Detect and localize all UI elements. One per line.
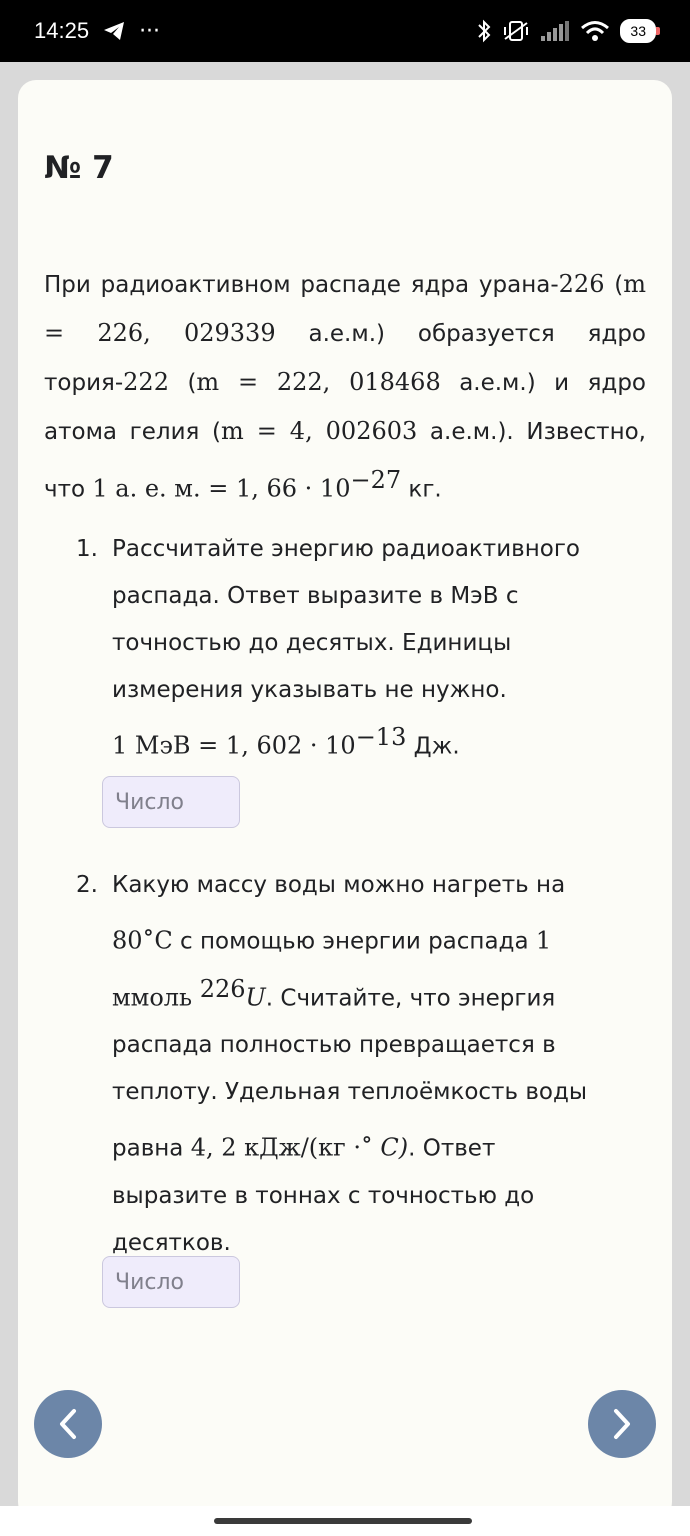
chevron-left-icon	[56, 1408, 80, 1440]
clock: 14:25	[34, 18, 90, 43]
vibrate-off-icon	[502, 19, 530, 43]
more-notifications-icon: ···	[139, 18, 161, 44]
task-card	[18, 80, 672, 1520]
prev-button[interactable]	[34, 1390, 102, 1458]
next-button[interactable]	[588, 1390, 656, 1458]
question-1-number: 1.	[76, 536, 98, 562]
question-2	[76, 862, 616, 1267]
status-bar	[0, 0, 690, 62]
question-1-text: Рассчитайте энергию радиоактивного распада. Ответ выразите в МэВ с точностью до десятых. Единицы измерения указывать не нужно. 1 МэВ = 1, $602 \cdot 10^{-13}$ Дж.	[112, 536, 580, 760]
question-2-text: Какую массу воды можно нагреть на 80∘C с помощью энергии распада 1 ммоль $^{226}$U. Считайте, что энергия распада полностью превращается в теплоту. Удельная теплоёмкость воды равна 4, 2 кДж/(кг ·∘ C). Ответ выразите в тоннах с точностью до десятков.	[112, 872, 588, 1256]
chevron-right-icon	[610, 1408, 634, 1440]
task-intro: При радиоактивном распаде ядра урана-226 (m = 226, 029339 а.е.м.) образуется ядро тория-222 (m = 222, 018468 а.е.м.) и ядро атома гелия (m = 4, 002603 а.е.м.). Известно, что 1 а. е. м. = 1, $66 \cdot 10^{-27}$ кг.	[44, 270, 647, 503]
answer-1-input[interactable]	[102, 776, 240, 828]
question-2-number: 2.	[76, 872, 98, 898]
bluetooth-icon	[476, 19, 492, 43]
answer-2-input[interactable]	[102, 1256, 240, 1308]
telegram-icon	[103, 21, 125, 41]
question-1	[76, 526, 616, 771]
home-indicator[interactable]	[214, 1518, 472, 1524]
wifi-icon	[580, 19, 610, 43]
signal-icon	[540, 20, 570, 42]
battery-indicator: 33	[620, 19, 656, 43]
task-number: № 7	[44, 150, 114, 186]
